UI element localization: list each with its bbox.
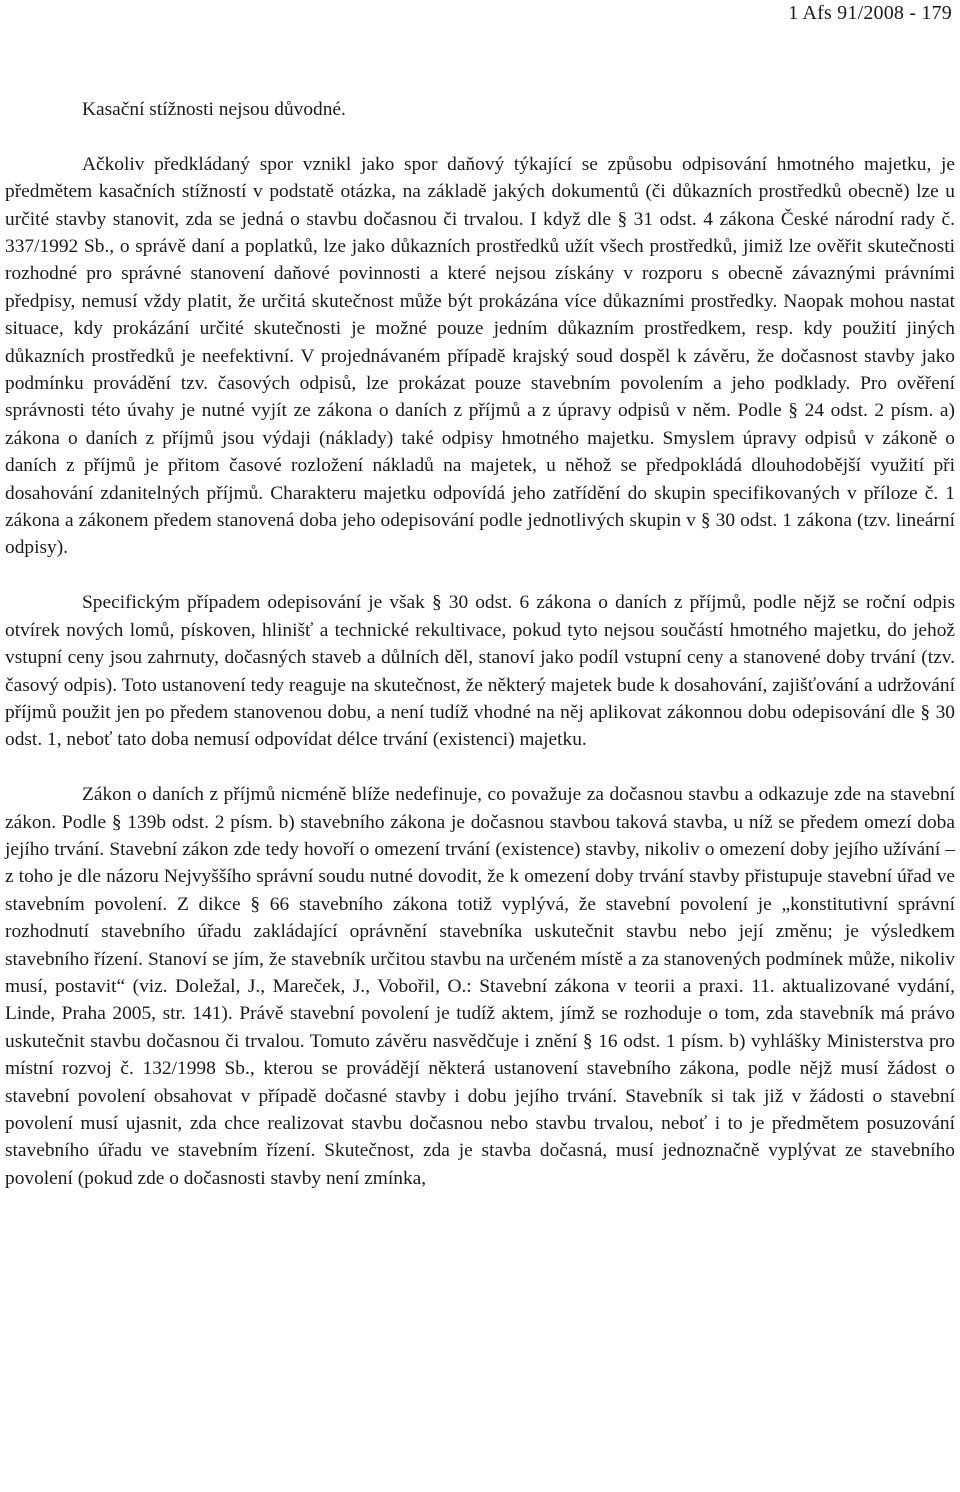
case-number: 1 Afs 91/2008 - 179 [788, 2, 952, 24]
paragraph-intro: Kasační stížnosti nejsou důvodné. [82, 99, 346, 120]
paragraph-1: Ačkoliv předkládaný spor vznikl jako spor daňový týkající se způsobu odpisování hmotného majetku, je předmětem kasačních stížností v podstatě otázka, na základě jakých dokumentů (či důkazních prostředků obecně) lze u určité stavby stanovit, zda se jedná o stavbu dočasnou či trvalou. I když dle § 31 odst. 4 zákona České národní rady č. 337/1992 Sb., o správě daní a poplatků, lze jako důkazních prostředků užít všech prostředků, jimiž lze ověřit skutečnosti rozhodné pro správné stanovení daňové povinnosti a které nejsou získány v rozporu s obecně závaznými právními předpisy, nemusí vždy platit, že určitá skutečnost může být prokázána více důkazními prostředky. Naopak mohou nastat situace, kdy prokázání určité skutečnosti je možné pouze jedním důkazním prostředkem, resp. kdy použití jiných důkazních prostředků je neefektivní. V projednávaném případě krajský soud dospěl k závěru, že dočasnost stavby jako podmínku provádění tzv. časových odpisů, lze prokázat pouze stavebním povolením a jeho podklady. Pro ověření správnosti této úvahy je nutné vyjít ze zákona o daních z příjmů a z úpravy odpisů v něm. Podle § 24 odst. 2 písm. a) zákona o daních z příjmů jsou výdaji (náklady) také odpisy hmotného majetku. Smyslem úpravy odpisů v zákoně o daních z příjmů je přitom časové rozložení nákladů na majetek, u něhož se předpokládá dlouhodobější využití při dosahování zdanitelných příjmů. Charakteru majetku odpovídá jeho zatřídění do skupin specifikovaných v příloze č. 1 zákona a zákonem předem stanovená doba jeho odepisování podle jednotlivých skupin v § 30 odst. 1 zákona (tzv. lineární odpisy). [5, 153, 955, 559]
paragraph-2: Specifickým případem odepisování je však § 30 odst. 6 zákona o daních z příjmů, podle nějž se roční odpis otvírek nových lomů, pískoven, hlinišť a technické rekultivace, pokud tyto nejsou součástí hmotného majetku, do jehož vstupní ceny jsou zahrnuty, dočasných staveb a důlních děl, stanoví jako podíl vstupní ceny a stanovené doby trvání (tzv. časový odpis). Toto ustanovení tedy reaguje na skutečnost, že některý majetek bude k dosahování, zajišťování a udržování příjmů použit jen po předem stanovenou dobu, a není tudíž vhodné na něj aplikovat zákonnou dobu odepisování dle § 30 odst. 1, neboť tato doba nemusí odpovídat délce trvání (existenci) majetku. [5, 592, 955, 751]
paragraph-3: Zákon o daních z příjmů nicméně blíže nedefinuje, co považuje za dočasnou stavbu a odkazuje zde na stavební zákon. Podle § 139b odst. 2 písm. b) stavebního zákona je dočasnou stavbou taková stavba, u níž se předem omezí doba jejího trvání. Stavební zákon zde tedy hovoří o omezení trvání (existence) stavby, nikoliv o omezení doby jejího užívání – z toho je dle názoru Nejvyššího správní soudu nutné dovodit, že k omezení doby trvání stavby přistupuje stavební úřad ve stavebním povolení. Z dikce § 66 stavebního zákona totiž vyplývá, že stavební povolení je „konstitutivní správní rozhodnutí stavebního úřadu zakládající oprávnění stavebníka uskutečnit stavbu nebo její změnu; je výsledkem stavebního řízení. Stanoví se jím, že stavebník určitou stavbu na určeném místě a za stanovených podmínek může, nikoliv musí, postavit“ (viz. Doležal, J., Mareček, J., Vobořil, O.: Stavební zákona v teorii a praxi. 11. aktualizované vydání, Linde, Praha 2005, str. 141). Právě stavební povolení je tudíž aktem, jímž se rozhoduje o tom, zda stavebník má právo uskutečnit stavbu dočasnou či trvalou. Tomuto závěru nasvědčuje i znění § 16 odst. 1 písm. b) vyhlášky Ministerstva pro místní rozvoj č. 132/1998 Sb., kterou se provádějí některá ustanovení stavebního zákona, podle nějž musí žádost o stavební povolení obsahovat v případě dočasné stavby i dobu jejího trvání. Stavebník si tak již v žádosti o stavební povolení musí ujasnit, zda chce realizovat stavbu dočasnou nebo stavbu trvalou, neboť i to je předmětem posuzování stavebního úřadu ve stavebním řízení. Skutečnost, zda je stavba dočasná, musí jednoznačně vyplývat ze stavebního povolení (pokud zde o dočasnosti stavby není zmínka, [5, 784, 955, 1189]
document-body [5, 96, 955, 1192]
